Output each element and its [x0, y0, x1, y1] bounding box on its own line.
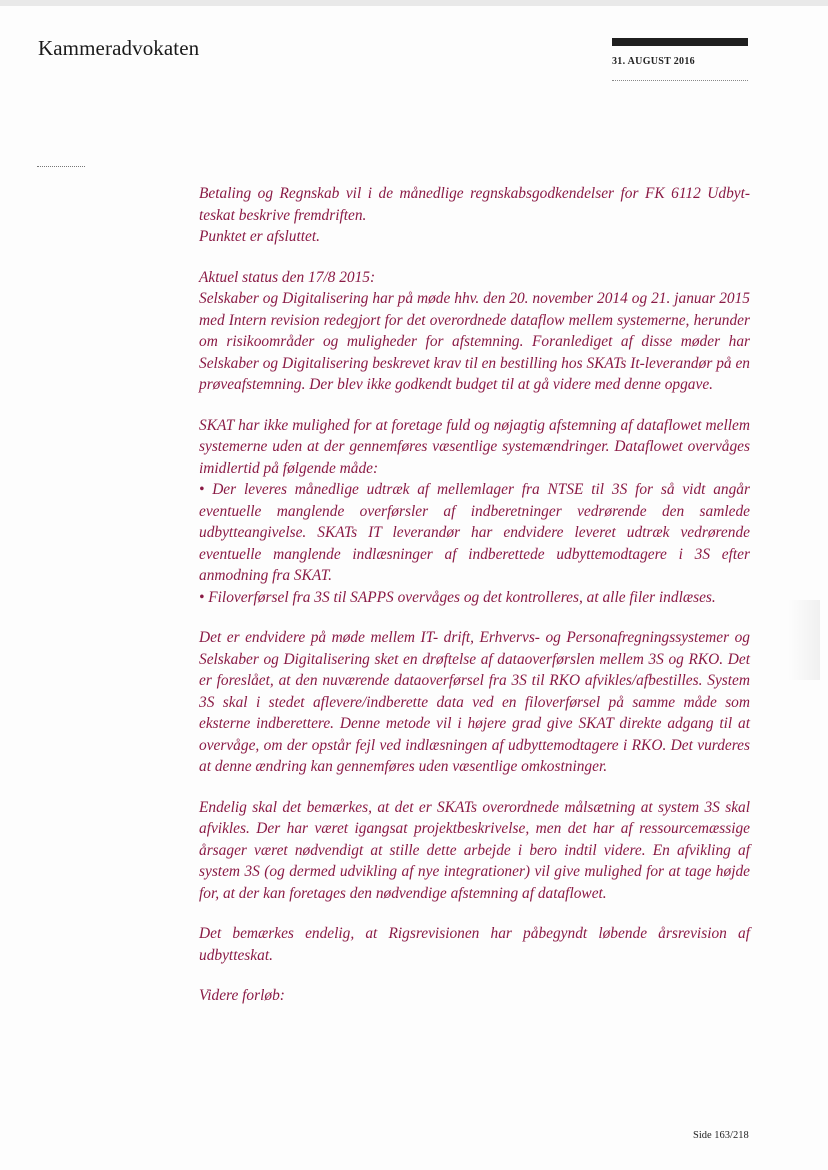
paragraph-meeting: Det er endvidere på møde mellem IT- drift, Erhvervs- og Personafregningssystemer og Selskaber og Digitalisering sket en drøftelse af dataoverførslen mellem 3S og RKO. Det er foreslået, at den nuværende dataoverførsel fra 3S til RKO afvikles/afbestilles. System 3S skal i stedet aflevere/indberette data ved en filoverførsel på samme måde som eksterne indberettere. Denne metode vil i højere grad give SKAT direkte adgang til at overvåge, om der opstår fejl ved indlæsningen af udbyttemodtagere i RKO. Det vurderes at denne ændring kan gennemføres uden væsentlige omkostninger. — [199, 629, 750, 775]
bullet-item: • Der leveres månedlige udtræk af mellemlager fra NTSE til 3S for så vidt angår eventuelle manglende overførsler af indberetninger vedrørende den samlede udbytteangivelse. SKATs IT leverandør har endvidere leveret udtræk vedrørende eventuelle manglende indlæsninger af indberettede udbyttemodtagere i 3S efter anmodning fra SKAT. — [199, 481, 750, 584]
paragraph-line: Punktet er afsluttet. — [199, 228, 320, 245]
paragraph-line: teskat beskrive fremdriften. — [199, 206, 367, 224]
paragraph-status: Selskaber og Digitalisering har på møde hhv. den 20. november 2014 og 21. januar 2015 med Intern revision redegjort for det overordnede dataflow mellem systemerne, herunder om risikoområder og muligheder for afstemning. Foranlediget af disse møder har Selskaber og Digitalisering beskrevet krav til en bestilling hos SKATs It-leverandør på en prøveafstemning. Der blev ikke godkendt budget til at gå videre med denne opgave. — [199, 290, 750, 393]
bullet-item: • Filoverførsel fra 3S til SAPPS overvåges og det kontrolleres, at alle filer indlæses. — [199, 588, 716, 606]
firm-name: Kammeradvokaten — [38, 36, 200, 60]
paragraph-line: Betaling og Regnskab vil i de månedlige regnskabsgodkendelser for FK 6112 Udbyt- — [199, 185, 750, 202]
date-header-bar — [612, 38, 748, 46]
paragraph-monitoring: SKAT har ikke mulighed for at foretage fuld og nøjagtig afstemning af dataflowet mellem systemerne uden at der gennemføres væsentlige systemændringer. Dataflowet overvåges imidlertid på følgende måde: — [199, 416, 750, 477]
document-date: 31. AUGUST 2016 — [612, 56, 695, 67]
margin-divider — [37, 166, 85, 167]
paragraph-decommission: Endelig skal det bemærkes, at det er SKATs overordnede målsætning at system 3S skal afvikles. Der har været igangsat projektbeskrivelse, men det har af ressourcemæssige årsager været nødvendigt at stille dette arbejde i bero indtil videre. En afvikling af system 3S (og dermed udvikling af nye integrationer) vil give mulighed for at tage højde for, at der kan foretages den nødvendige afstemning af dataflowet. — [199, 798, 750, 902]
date-divider — [612, 80, 748, 81]
paragraph-audit: Det bemærkes endelig, at Rigsrevisionen har påbegyndt løbende årsrevision af udbytteskat. — [199, 925, 750, 964]
scan-shadow — [788, 600, 820, 680]
document-body — [199, 183, 750, 1026]
scan-top-edge — [0, 0, 828, 6]
next-steps-heading: Videre forløb: — [199, 987, 285, 1004]
status-heading: Aktuel status den 17/8 2015: — [199, 268, 376, 286]
page-number: Side 163/218 — [693, 1130, 749, 1141]
paragraph-progress — [199, 183, 750, 248]
